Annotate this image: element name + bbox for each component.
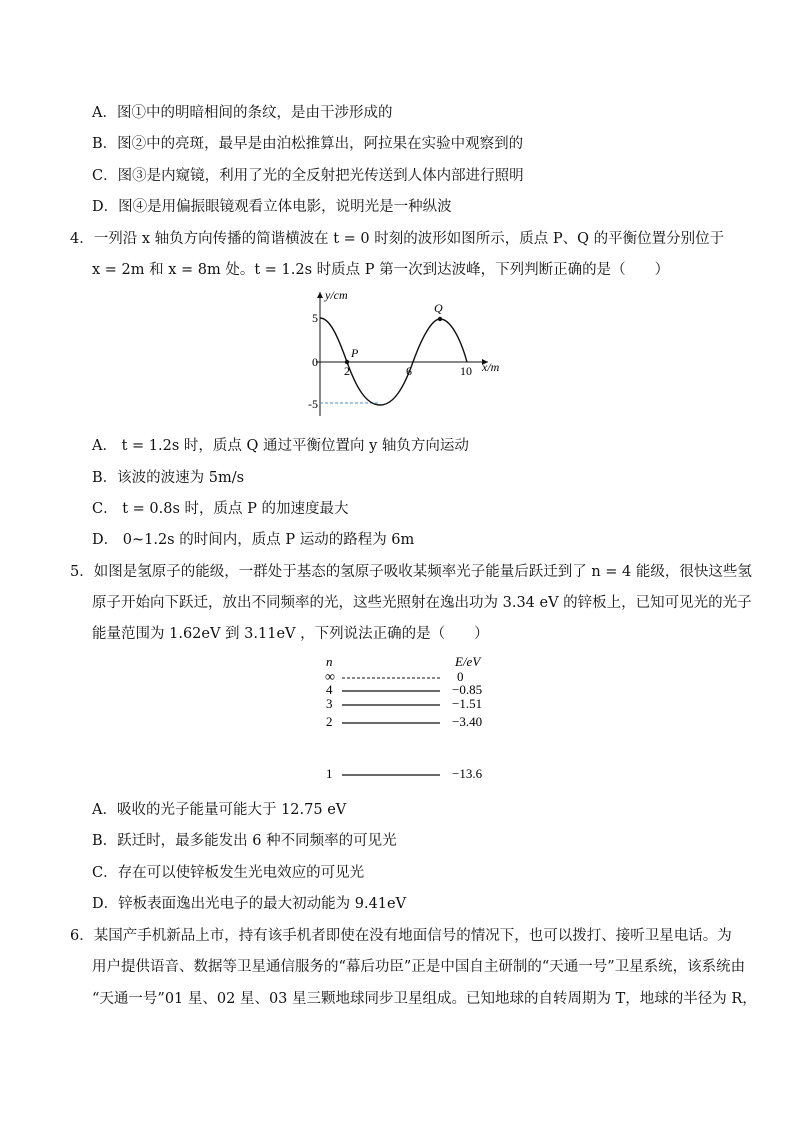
level-e-4: −0.85 [452, 682, 483, 697]
level-n-3: 3 [326, 696, 333, 711]
level-n-inf: ∞ [325, 670, 335, 685]
level-n-1: 1 [326, 766, 333, 781]
level-e-inf: 0 [457, 669, 464, 684]
x-tick-2: 2 [344, 364, 350, 378]
q3-option-d: D．图④是用偏振眼镜观看立体电影，说明光是一种纵波 [92, 199, 452, 215]
q4-option-b: B．该波的波速为 5m/s [92, 470, 245, 486]
q5-stem-line2: 原子开始向下跃迁，放出不同频率的光，这些光照射在逸出功为 3.34 eV 的锌板上，已知可见光的光子 [92, 595, 752, 611]
q5-option-c: C．存在可以使锌板发生光电效应的可见光 [92, 865, 365, 881]
n-label: n [326, 654, 333, 669]
energy-level-diagram [318, 650, 508, 790]
wave-graph [300, 282, 510, 422]
q5-stem-line1: 5．如图是氢原子的能级，一群处于基态的氢原子吸收某频率光子能量后跃迁到了 n = 4 能级，很快这些氢 [70, 564, 752, 580]
q5-option-a: A．吸收的光子能量可能大于 12.75 eV [92, 802, 347, 818]
level-n-2: 2 [326, 714, 333, 729]
q3-option-c: C．图③是内窥镜，利用了光的全反射把光传送到人体内部进行照明 [92, 168, 524, 184]
q6-stem-line1: 6．某国产手机新品上市，持有该手机者即使在没有地面信号的情况下，也可以拨打、接听卫星电话。为 [70, 928, 732, 944]
q3-option-b: B．图②中的亮斑，最早是由泊松推算出，阿拉果在实验中观察到的 [92, 136, 524, 152]
q4-option-a: A． t = 1.2s 时，质点 Q 通过平衡位置向 y 轴负方向运动 [92, 438, 469, 454]
origin-label: 0 [312, 355, 318, 369]
y-min-label: -5 [308, 397, 318, 411]
q5-option-b: B．跃迁时，最多能发出 6 种不同频率的可见光 [92, 833, 397, 849]
q4-option-c: C． t = 0.8s 时，质点 P 的加速度最大 [92, 501, 349, 517]
q4-stem-line1: 4．一列沿 x 轴负方向传播的简谐横波在 t = 0 时刻的波形如图所示，质点 P、Q 的平衡位置分别位于 [70, 231, 725, 247]
point-q-marker [438, 317, 442, 321]
q6-stem-line2: 用户提供语音、数据等卫星通信服务的“幕后功臣”正是中国自主研制的“天通一号”卫星系统，该系统由 [92, 959, 746, 975]
x-tick-10: 10 [460, 364, 472, 378]
q3-option-a: A．图①中的明暗相间的条纹，是由干涉形成的 [92, 105, 393, 121]
q5-option-d: D．锌板表面逸出光电子的最大初动能为 9.41eV [92, 896, 407, 912]
point-q-label: Q [434, 301, 443, 315]
q4-option-d: D． 0~1.2s 的时间内，质点 P 运动的路程为 6m [92, 532, 415, 548]
q5-stem-line3: 能量范围为 1.62eV 到 3.11eV ，下列说法正确的是（ ） [92, 626, 489, 642]
x-tick-6: 6 [406, 364, 412, 378]
x-axis-label: x/m [482, 360, 500, 374]
level-e-2: −3.40 [452, 714, 483, 729]
level-n-4: 4 [326, 682, 333, 697]
y-max-label: 5 [312, 311, 318, 325]
level-e-3: −1.51 [452, 696, 483, 711]
q4-stem-line2: x = 2m 和 x = 8m 处。t = 1.2s 时质点 P 第一次到达波峰，下列判断正确的是（ ） [92, 262, 670, 278]
y-axis-label: y/cm [325, 288, 348, 302]
e-label: E/eV [455, 654, 481, 669]
point-p-label: P [351, 346, 359, 360]
level-e-1: −13.6 [452, 766, 483, 781]
q6-stem-line3: “天通一号”01 星、02 星、03 星三颗地球同步卫星组成。已知地球的自转周期为 T，地球的半径为 R， [92, 991, 757, 1007]
